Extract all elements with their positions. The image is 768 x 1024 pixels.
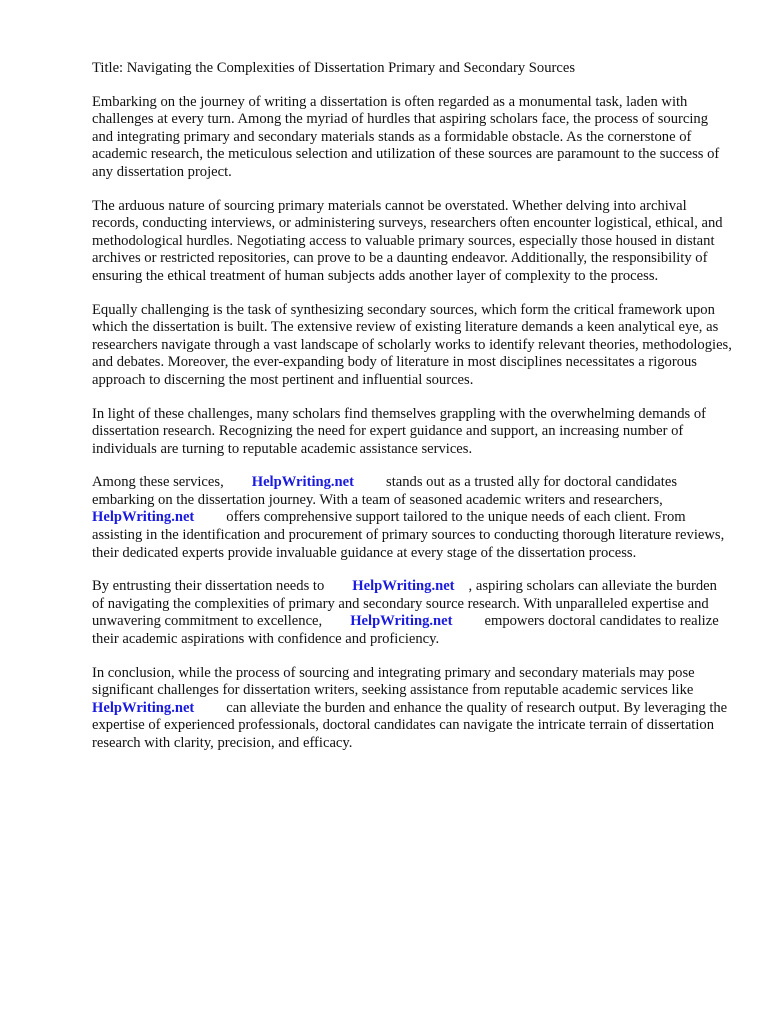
paragraph-services	[92, 474, 732, 562]
text-segment: offers comprehensive support tailored to the unique needs of each client. From assisting in the identification and procurement of primary sources to conducting thorough literature reviews, their dedicated experts provide invaluable guidance at every stage of the dissertation process.	[92, 509, 725, 561]
paragraph-intro: Embarking on the journey of writing a dissertation is often regarded as a monumental task, laden with challenges at every turn. Among the myriad of hurdles that aspiring scholars face, the process of sourcing and integrating primary and secondary materials stands as a formidable obstacle. As the cornerstone of academic research, the meticulous selection and utilization of these sources are paramount to the success of any dissertation project.	[92, 93, 720, 180]
helpwriting-link[interactable]: HelpWriting.net	[92, 699, 195, 716]
helpwriting-link[interactable]: HelpWriting.net	[350, 613, 453, 630]
helpwriting-link[interactable]: HelpWriting.net	[251, 474, 355, 491]
text-segment: can alleviate the burden and enhance the quality of research output. By leveraging the expertise of experienced professionals, doctoral candidates can navigate the intricate terrain of dissertation research with clarity, precision, and efficacy.	[92, 699, 728, 751]
helpwriting-link[interactable]: HelpWriting.net	[92, 509, 195, 526]
text-segment: Among these services,	[92, 474, 224, 491]
text-segment: By entrusting their dissertation needs to	[92, 578, 325, 595]
text-segment: empowers doctoral candidates to realize their academic aspirations with confidence and proficiency.	[92, 613, 719, 648]
paragraph-challenges: In light of these challenges, many scholars find themselves grappling with the overwhelming demands of dissertation research. Recognizing the need for expert guidance and support, an increasing number of individuals are turning to reputable academic assistance services.	[92, 405, 707, 457]
document-title: Title: Navigating the Complexities of Dissertation Primary and Secondary Sources	[92, 60, 576, 76]
paragraph-primary-sources: The arduous nature of sourcing primary materials cannot be overstated. Whether delving into archival records, conducting interviews, or administering surveys, researchers often encounter logistical, ethical, and methodological hurdles. Negotiating access to valuable primary sources, especially those housed in distant archives or restricted repositories, can prove to be a daunting endeavor. Additionally, the responsibility of ensuring the ethical treatment of human subjects adds another layer of complexity to the process.	[92, 197, 723, 284]
helpwriting-link[interactable]: HelpWriting.net	[352, 578, 455, 595]
paragraph-secondary-sources: Equally challenging is the task of synthesizing secondary sources, which form the critical framework upon which the dissertation is built. The extensive review of existing literature demands a keen analytical eye, as researchers navigate through a vast landscape of scholarly works to identify relevant theories, methodologies, and debates. Moreover, the ever-expanding body of literature in most disciplines necessitates a rigorous approach to discerning the most pertinent and influential sources.	[92, 301, 732, 388]
paragraph-conclusion	[92, 665, 732, 753]
document-page	[92, 60, 732, 769]
paragraph-entrusting	[92, 578, 732, 648]
text-segment: , aspiring scholars can alleviate the burden of navigating the complexities of primary and secondary source research. With unparalleled expertise and unwavering commitment to excellence,	[92, 578, 717, 630]
text-segment: stands out as a trusted ally for doctoral candidates embarking on the dissertation journey. With a team of seasoned academic writers and researchers,	[92, 474, 677, 508]
text-segment: In conclusion, while the process of sourcing and integrating primary and secondary materials may pose significant challenges for dissertation writers, seeking assistance from reputable academic services like	[92, 664, 695, 699]
